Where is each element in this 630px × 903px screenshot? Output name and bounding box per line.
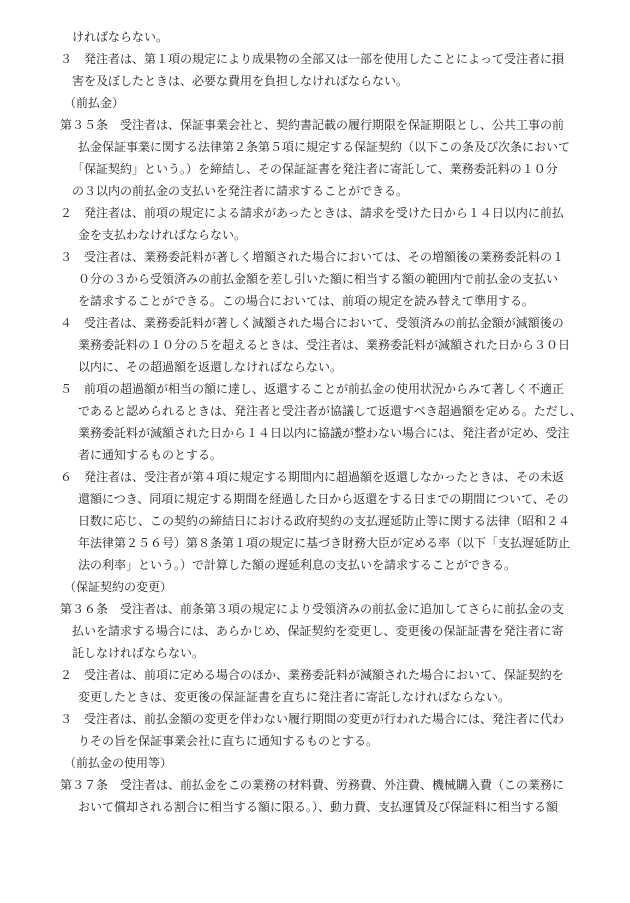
text-line: 業務委託料が減額された日から１４日以内に協議が整わない場合には、発注者が定め、受注	[78, 426, 570, 440]
section-heading: （前払金）	[64, 96, 125, 110]
text-line: おいて償却される割合に相当する額に限る。）、動力費、支払運賃及び保証料に相当する額	[78, 800, 559, 814]
text-line: ２ 発注者は、前項の規定による請求があったときは、請求を受けた日から１４日以内に前払	[60, 206, 564, 220]
text-line: りその旨を保証事業会社に直ちに通知するものとする。	[78, 734, 379, 748]
text-line: 払いを請求する場合には、あらかじめ、保証契約を変更し、変更後の保証証書を発注者に寄	[72, 624, 564, 638]
text-line: 還額につき、同項に規定する期間を経過した日から返還をする日までの期間について、その	[78, 492, 569, 506]
text-line: ５ 前項の超過額が相当の額に達し、返還することが前払金の使用状況からみて著しく不適正	[60, 382, 565, 396]
text-line: 法の利率」という。）で計算した額の遅延利息の支払いを請求することができる。	[78, 558, 517, 572]
section-heading: （保証契約の変更）	[64, 580, 173, 594]
text-line: 「保証契約」という。）を締結し、その保証証書を発注者に寄託して、業務委託料の１０分	[72, 162, 558, 176]
article-line: 第３７条 受注者は、前払金をこの業務の材料費、労務費、外注費、機械購入費（この業務に	[60, 778, 565, 792]
text-line: 年法律第２５６号）第８条第１項の規定に基づき財務大臣が定める率（以下「支払遅延防止	[78, 536, 571, 550]
text-line: 業務委託料の１０分の５を超えるときは、受注者は、業務委託料が減額された日から３０日	[78, 338, 571, 352]
text-line: ３ 受注者は、前払金額の変更を伴わない履行期間の変更が行われた場合には、発注者に代わ	[60, 712, 565, 726]
article-line: 第３６条 受注者は、前条第３項の規定により受領済みの前払金に追加してさらに前払金の支	[60, 602, 565, 616]
text-line: ければならない。	[72, 30, 169, 44]
article-line: 第３５条 受注者は、保証事業会社と、契約書記載の履行期限を保証期限とし、公共工事の前	[60, 118, 565, 132]
text-line: の３以内の前払金の支払いを発注者に請求することができる。	[72, 184, 409, 198]
text-line: ４ 受注者は、業務委託料が著しく減額された場合において、受領済みの前払金額が減額後の	[60, 316, 564, 330]
text-line: 変更したときは、変更後の保証証書を直ちに発注者に寄託しなければならない。	[78, 690, 511, 704]
text-line: 者に通知するものとする。	[78, 448, 223, 462]
section-heading: （前払金の使用等）	[64, 756, 173, 770]
text-line: ３ 受注者は、業務委託料が著しく増額された場合においては、その増額後の業務委託料の１	[60, 250, 565, 264]
text-line: であると認められるときは、発注者と受注者が協議して返還すべき超過額を定める。ただし、	[78, 404, 582, 418]
text-line: 日数に応じ、この契約の締結日における政府契約の支払遅延防止等に関する法律（昭和２４	[78, 514, 571, 528]
text-line: ２ 受注者は、前項に定める場合のほか、業務委託料が減額された場合において、保証契約を	[60, 668, 564, 682]
text-line: を請求することができる。この場合においては、前項の規定を読み替えて準用する。	[78, 294, 535, 308]
text-line: 託しなければならない。	[72, 646, 205, 660]
text-line: ０分の３から受領済みの前払金額を差し引いた額に相当する額の範囲内で前払金の支払い	[78, 272, 559, 286]
text-line: 害を及ぼしたときは、必要な費用を負担しなければならない。	[72, 74, 409, 88]
text-line: 金を支払わなければならない。	[78, 228, 247, 242]
text-line: 以内に、その超過額を返還しなければならない。	[78, 360, 343, 374]
text-line: 払金保証事業に関する法律第２条第５項に規定する保証契約（以下この条及び次条において	[78, 140, 571, 154]
text-line: ６ 発注者は、受注者が第４項に規定する期間内に超過額を返還しなかったときは、その未返	[60, 470, 565, 484]
text-line: ３ 発注者は、第１項の規定により成果物の全部又は一部を使用したことによって受注者に損	[60, 52, 565, 66]
